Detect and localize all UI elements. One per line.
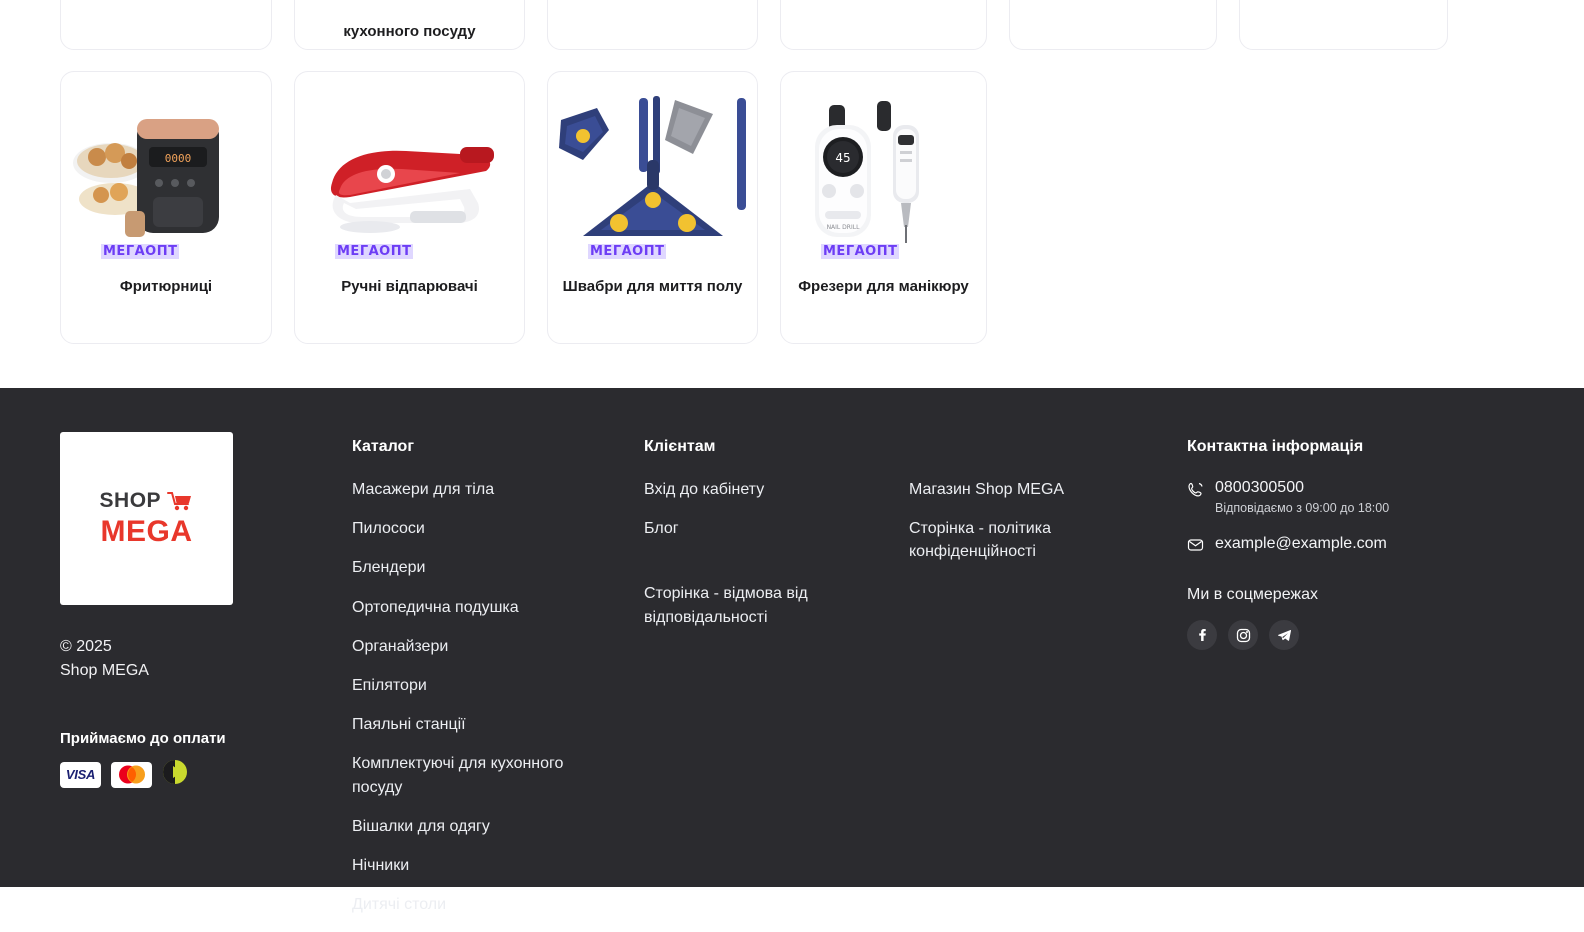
category-card-steamer[interactable] [294, 71, 525, 344]
nail-drill-photo [789, 91, 979, 256]
category-card-title: Ручні відпарювачі [341, 278, 478, 295]
watermark-label: МЕГАОПТ [590, 244, 665, 259]
category-card-title: Фрезери для манікюру [798, 278, 969, 295]
footer-link-catalog-10[interactable]: Дитячі столи [352, 896, 447, 914]
facebook-icon[interactable] [1187, 620, 1217, 650]
category-card[interactable] [1009, 0, 1217, 50]
footer-contact-column [1181, 432, 1524, 650]
contact-hours: Відповідаємо з 09:00 до 18:00 [1215, 501, 1390, 516]
payment-label: Приймаємо до оплати [60, 730, 226, 747]
contact-email: example@example.com [1215, 535, 1387, 553]
envelope-icon [1187, 536, 1204, 558]
footer-link-catalog-2[interactable]: Блендери [352, 559, 426, 577]
footer-brand-column [60, 432, 352, 790]
footer-logo[interactable] [60, 432, 233, 605]
handheld-steamer-photo [310, 91, 510, 256]
category-card[interactable] [60, 0, 272, 50]
instagram-icon[interactable] [1228, 620, 1258, 650]
product-thumbnail [791, 86, 976, 261]
footer-link-catalog-7[interactable]: Комплектуючі для кухонного посуду [352, 755, 564, 796]
contact-phone: 0800300500 [1215, 479, 1304, 496]
category-card[interactable] [780, 0, 987, 50]
category-card-nail-drill[interactable] [780, 71, 987, 344]
footer-link-catalog-3[interactable]: Ортопедична подушка [352, 598, 519, 616]
copyright-block [60, 635, 352, 683]
category-card-title: Швабри для миття полу [562, 278, 743, 295]
air-fryer-photo [71, 91, 261, 256]
footer-link-catalog-9[interactable]: Нічники [352, 856, 410, 874]
catalog-section [0, 0, 1584, 388]
phone-icon [1187, 481, 1204, 503]
footer-link-catalog-8[interactable]: Вішалки для одягу [352, 817, 490, 835]
watermark-label: МЕГАОПТ [103, 244, 178, 259]
copyright-year: © 2025 [60, 638, 112, 655]
contact-email-row[interactable] [1187, 533, 1524, 558]
contact-phone-row[interactable] [1187, 478, 1524, 515]
footer-link-catalog-1[interactable]: Пилососи [352, 520, 425, 538]
footer-link-pages-1[interactable]: Сторінка - політика конфіденційності [909, 520, 1051, 561]
footer-clients-column [644, 432, 909, 645]
footer-link-clients-2[interactable]: Сторінка - відмова від відповідальності [644, 585, 808, 626]
svg-text:NAIL DRILL: NAIL DRILL [826, 224, 859, 231]
footer-link-catalog-4[interactable]: Органайзери [352, 637, 449, 655]
footer-pages-column [909, 432, 1181, 580]
watermark-label: МЕГАОПТ [823, 244, 898, 259]
product-grid-row-clipped [60, 0, 1524, 50]
footer-link-clients-1[interactable]: Блог [644, 520, 679, 538]
footer-catalog-heading: Каталог [352, 438, 414, 455]
product-thumbnail [558, 86, 747, 261]
svg-text:45: 45 [834, 151, 851, 165]
payment-icons [60, 759, 352, 790]
category-card[interactable] [1239, 0, 1448, 50]
footer-link-clients-0[interactable]: Вхід до кабінету [644, 481, 765, 498]
product-grid-row [60, 71, 1524, 344]
site-footer [0, 388, 1584, 914]
footer-link-catalog-6[interactable]: Паяльні станції [352, 716, 466, 734]
mastercard-icon [111, 762, 152, 788]
shopping-cart-icon [167, 491, 193, 515]
telegram-icon[interactable] [1269, 620, 1299, 650]
footer-contact-heading: Контактна інформація [1187, 438, 1364, 455]
logo-shop-text: SHOP [99, 489, 162, 513]
copyright-name: Shop MEGA [60, 662, 149, 679]
floor-mop-photo [553, 90, 753, 258]
product-thumbnail [71, 86, 261, 261]
footer-link-catalog-5[interactable]: Епілятори [352, 676, 427, 694]
logo-mega-text: MEGA [100, 514, 193, 548]
category-card-title: Фритюрниці [119, 278, 213, 295]
svg-text:0000: 0000 [164, 152, 192, 165]
social-label: Ми в соцмережах [1187, 586, 1319, 604]
category-card[interactable] [294, 0, 525, 50]
footer-catalog-column [352, 432, 644, 932]
privat-icon [162, 759, 188, 790]
footer-link-catalog-0[interactable]: Масажери для тіла [352, 481, 495, 498]
category-card-fryer[interactable] [60, 71, 272, 344]
footer-clients-heading: Клієнтам [644, 438, 716, 455]
footer-link-pages-0[interactable]: Магазин Shop MEGA [909, 481, 1065, 498]
watermark-label: МЕГАОПТ [337, 244, 412, 259]
category-card-title: кухонного посуду [343, 22, 476, 40]
social-links [1187, 620, 1524, 650]
product-thumbnail [305, 86, 514, 261]
visa-icon: VISA [60, 762, 101, 788]
category-card[interactable] [547, 0, 758, 50]
category-card-mop[interactable] [547, 71, 758, 344]
